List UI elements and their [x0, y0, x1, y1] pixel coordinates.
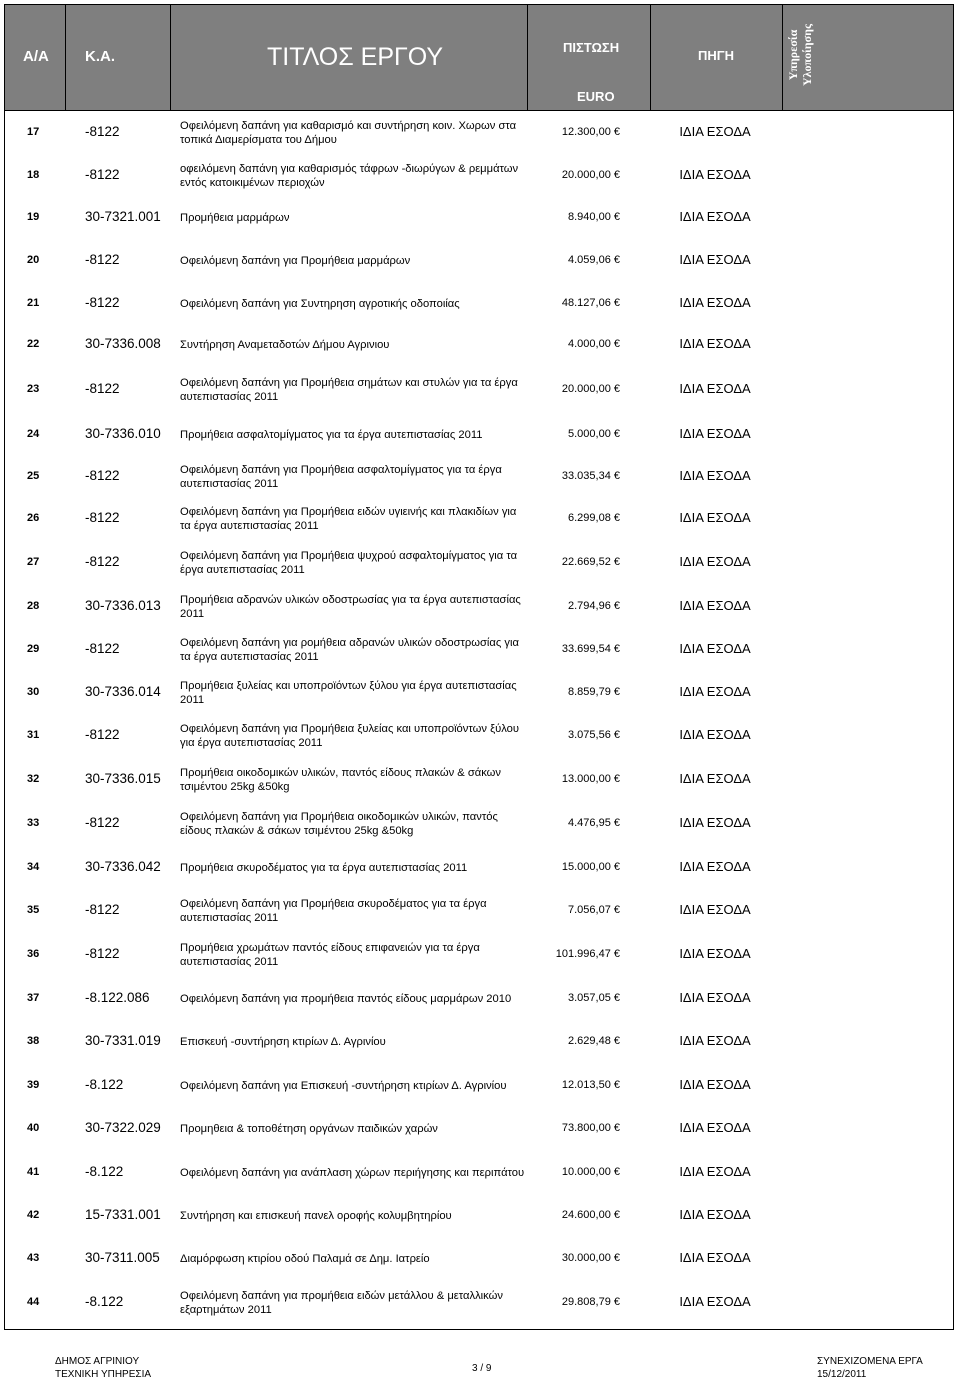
row-aa: 39 — [27, 1079, 40, 1091]
row-ka: -8122 — [85, 554, 120, 569]
row-aa: 37 — [27, 992, 40, 1004]
header-bottom-rule — [5, 110, 953, 111]
row-ka: 30-7336.008 — [85, 336, 161, 351]
row-title: Προμήθεια αδρανών υλικών οδοστρωσίας για τα έργα αυτεπιστασίας 2011 — [180, 594, 521, 620]
row-ka: -8122 — [85, 815, 120, 830]
table-row — [5, 325, 953, 365]
row-aa: 28 — [27, 600, 40, 612]
row-amount: 73.800,00 € — [561, 1122, 620, 1134]
row-amount: 24.600,00 € — [561, 1209, 620, 1221]
row-aa: 29 — [27, 643, 40, 655]
table-row — [5, 628, 953, 671]
row-title: Οφειλόμενη δαπάνη για ανάπλαση χώρων περιήγησης και περιπάτου — [180, 1167, 525, 1179]
row-ka: 30-7322.029 — [85, 1120, 161, 1135]
row-amount: 20.000,00 € — [561, 169, 620, 181]
table-row — [5, 714, 953, 758]
row-aa: 22 — [27, 338, 40, 350]
row-amount: 8.940,00 € — [568, 211, 620, 223]
row-ka: -8122 — [85, 946, 120, 961]
row-source: ΙΔΙΑ ΕΣΟΔΑ — [679, 1120, 751, 1135]
table-row — [5, 671, 953, 714]
header-credit: ΠΙΣΤΩΣΗ — [563, 40, 620, 55]
row-title: Συντήρηση και επισκευή πανελ οροφής κολυμβητηρίου — [180, 1210, 452, 1222]
row-aa: 33 — [27, 817, 40, 829]
table-row — [5, 1195, 953, 1237]
footer-org-line1: ΔΗΜΟΣ ΑΓΡΙΝΙΟΥ — [55, 1356, 140, 1367]
row-source: ΙΔΙΑ ΕΣΟΔΑ — [679, 426, 751, 441]
header-divider — [782, 5, 783, 110]
row-aa: 41 — [27, 1166, 40, 1178]
row-amount: 22.669,52 € — [561, 556, 620, 568]
table-row — [5, 540, 953, 585]
table-row — [5, 498, 953, 540]
row-amount: 3.075,56 € — [568, 729, 620, 741]
header-divider — [65, 5, 66, 110]
row-amount: 4.476,95 € — [568, 817, 620, 829]
table-row — [5, 365, 953, 415]
header-divider — [527, 5, 528, 110]
row-source: ΙΔΙΑ ΕΣΟΔΑ — [679, 727, 751, 742]
row-ka: -8.122 — [85, 1294, 124, 1309]
row-title: οφειλόμενη δαπάνη για καθαρισμός τάφρων -διωρύγων & ρεμμάτων εντός κατοικιμένων περιοχών — [180, 163, 519, 189]
row-aa: 38 — [27, 1035, 40, 1047]
row-title: Οφειλόμενη δαπάνη για Προμήθεια ξυλείας και υποπροϊόντων ξύλου για έργα αυτεπιστασίας 2011 — [180, 723, 519, 749]
row-source: ΙΔΙΑ ΕΣΟΔΑ — [679, 381, 751, 396]
row-title: Οφειλόμενη δαπάνη για Προμήθεια σημάτων και στυλών για τα έργα αυτεπιστασίας 2011 — [180, 377, 518, 403]
row-source: ΙΔΙΑ ΕΣΟΔΑ — [679, 554, 751, 569]
header-source: ΠΗΓΗ — [698, 48, 734, 63]
row-aa: 35 — [27, 904, 40, 916]
row-source: ΙΔΙΑ ΕΣΟΔΑ — [679, 946, 751, 961]
table-row — [5, 1020, 953, 1063]
row-ka: -8122 — [85, 252, 120, 267]
footer-right-line1: ΣΥΝΕΧΙΖΟΜΕΝΑ ΕΡΓΑ — [817, 1356, 923, 1367]
row-source: ΙΔΙΑ ΕΣΟΔΑ — [679, 1250, 751, 1265]
row-aa: 19 — [27, 211, 40, 223]
footer-right-line2: 15/12/2011 — [817, 1369, 867, 1380]
row-title: Επισκευή -συντήρηση κτιρίων Δ. Αγρινίου — [180, 1036, 386, 1048]
row-source: ΙΔΙΑ ΕΣΟΔΑ — [679, 1033, 751, 1048]
row-amount: 29.808,79 € — [561, 1296, 620, 1308]
row-ka: 30-7336.042 — [85, 859, 161, 874]
row-source: ΙΔΙΑ ΕΣΟΔΑ — [679, 598, 751, 613]
row-source: ΙΔΙΑ ΕΣΟΔΑ — [679, 990, 751, 1005]
row-title: Προμήθεια οικοδομικών υλικών, παντός είδους πλακών & σάκων τσιμέντου 25kg &50kg — [180, 767, 502, 793]
row-title: Προμήθεια ξυλείας και υποπροϊόντων ξύλου για έργα αυτεπιστασίας 2011 — [180, 680, 517, 706]
row-amount: 10.000,00 € — [561, 1166, 620, 1178]
row-amount: 33.699,54 € — [561, 643, 620, 655]
row-source: ΙΔΙΑ ΕΣΟΔΑ — [679, 684, 751, 699]
row-ka: 30-7321.001 — [85, 209, 161, 224]
row-ka: -8.122.086 — [85, 990, 150, 1005]
header-divider — [170, 5, 171, 110]
row-title: Οφειλόμενη δαπάνη για Συντηρηση αγροτικής οδοποιίας — [180, 298, 460, 310]
row-ka: -8.122 — [85, 1164, 124, 1179]
row-amount: 101.996,47 € — [555, 948, 620, 960]
row-title: Οφειλόμενη δαπάνη για Προμήθεια ασφαλτομίγματος για τα έργα αυτεπιστασίας 2011 — [180, 464, 502, 490]
table-row — [5, 415, 953, 455]
row-aa: 42 — [27, 1209, 40, 1221]
header-service — [782, 5, 818, 110]
footer-org — [55, 1355, 151, 1381]
row-amount: 48.127,06 € — [561, 297, 620, 309]
row-ka: -8122 — [85, 641, 120, 656]
row-source: ΙΔΙΑ ΕΣΟΔΑ — [679, 1077, 751, 1092]
row-source: ΙΔΙΑ ΕΣΟΔΑ — [679, 336, 751, 351]
row-ka: 30-7336.014 — [85, 684, 161, 699]
row-source: ΙΔΙΑ ΕΣΟΔΑ — [679, 295, 751, 310]
row-ka: -8122 — [85, 295, 120, 310]
row-amount: 6.299,08 € — [568, 512, 620, 524]
row-source: ΙΔΙΑ ΕΣΟΔΑ — [679, 1164, 751, 1179]
row-aa: 43 — [27, 1252, 40, 1264]
row-title: Οφειλόμενη δαπάνη για Επισκευή -συντήρηση κτιρίων Δ. Αγρινίου — [180, 1080, 507, 1092]
row-aa: 20 — [27, 254, 40, 266]
row-title: Προμηθεια & τοποθέτηση οργάνων παιδικών χαρών — [180, 1123, 438, 1135]
row-title: Οφειλόμενη δαπάνη για καθαρισμό και συντήρηση κοιν. Χωρων στα τοπικά Διαμερίσματα του Δήμου — [180, 120, 517, 146]
row-ka: -8122 — [85, 902, 120, 917]
row-amount: 2.629,48 € — [568, 1035, 620, 1047]
table-row — [5, 455, 953, 498]
table-row — [5, 978, 953, 1020]
row-source: ΙΔΙΑ ΕΣΟΔΑ — [679, 859, 751, 874]
table-row — [5, 153, 953, 198]
header-service-line2: Υλοποίησης — [800, 23, 814, 87]
table-row — [5, 845, 953, 890]
table-row — [5, 802, 953, 845]
header-aa: Α/Α — [23, 48, 49, 65]
row-ka: -8122 — [85, 124, 120, 139]
row-amount: 15.000,00 € — [561, 861, 620, 873]
row-title: Προμήθεια μαρμάρων — [180, 212, 290, 224]
row-ka: -8122 — [85, 468, 120, 483]
row-source: ΙΔΙΑ ΕΣΟΔΑ — [679, 771, 751, 786]
table-row — [5, 1063, 953, 1108]
row-ka: -8122 — [85, 727, 120, 742]
row-title: Οφειλόμενη δαπάνη για Προμήθεια ειδών υγιεινής και πλακιδίων για τα έργα αυτεπιστασίας 2011 — [180, 506, 517, 532]
row-ka: -8122 — [85, 381, 120, 396]
table-row — [5, 1150, 953, 1195]
table-row — [5, 198, 953, 238]
header-currency: EURO — [577, 89, 615, 104]
header-ka: Κ.Α. — [85, 48, 115, 65]
row-source: ΙΔΙΑ ΕΣΟΔΑ — [679, 641, 751, 656]
row-title: Οφειλόμενη δαπάνη για προμήθεια ειδών μετάλλου & μεταλλικών εξαρτημάτων 2011 — [180, 1290, 503, 1316]
row-title: Οφειλόμενη δαπάνη για Προμήθεια ψυχρού ασφαλτομίγματος για τα έργα αυτεπιστασίας 2011 — [180, 550, 518, 576]
row-amount: 12.300,00 € — [561, 126, 620, 138]
table-row — [5, 932, 953, 978]
table-row — [5, 890, 953, 932]
row-aa: 17 — [27, 126, 40, 138]
row-source: ΙΔΙΑ ΕΣΟΔΑ — [679, 1294, 751, 1309]
header-title: ΤΙΤΛΟΣ ΕΡΓΟΥ — [267, 43, 444, 71]
row-source: ΙΔΙΑ ΕΣΟΔΑ — [679, 252, 751, 267]
row-aa: 30 — [27, 686, 40, 698]
table-row — [5, 283, 953, 325]
table-row — [5, 1280, 953, 1326]
table-header — [5, 5, 953, 110]
row-aa: 23 — [27, 383, 40, 395]
row-ka: 30-7311.005 — [85, 1250, 160, 1265]
row-ka: -8.122 — [85, 1077, 124, 1092]
row-title: Οφειλόμενη δαπάνη για προμήθεια παντός είδους μαρμάρων 2010 — [180, 993, 512, 1005]
row-amount: 3.057,05 € — [568, 992, 620, 1004]
row-ka: 15-7331.001 — [85, 1207, 161, 1222]
row-aa: 34 — [27, 861, 40, 873]
row-ka: 30-7336.013 — [85, 598, 161, 613]
row-aa: 18 — [27, 169, 40, 181]
row-source: ΙΔΙΑ ΕΣΟΔΑ — [679, 1207, 751, 1222]
footer-org-line2: ΤΕΧΝΙΚΗ ΥΠΗΡΕΣΙΑ — [55, 1369, 152, 1380]
row-title: Προμήθεια ασφαλτομίγματος για τα έργα αυτεπιστασίας 2011 — [180, 429, 483, 441]
row-ka: -8122 — [85, 167, 120, 182]
row-amount: 12.013,50 € — [561, 1079, 620, 1091]
row-aa: 26 — [27, 512, 40, 524]
row-source: ΙΔΙΑ ΕΣΟΔΑ — [679, 815, 751, 830]
row-aa: 27 — [27, 556, 40, 568]
row-aa: 36 — [27, 948, 40, 960]
row-ka: 30-7336.010 — [85, 426, 161, 441]
row-aa: 32 — [27, 773, 40, 785]
row-amount: 4.000,00 € — [568, 338, 620, 350]
row-ka: 30-7331.019 — [85, 1033, 161, 1048]
row-title: Οφειλόμενη δαπάνη για Προμήθεια σκυροδέματος για τα έργα αυτεπιστασίας 2011 — [180, 898, 487, 924]
table-row — [5, 758, 953, 802]
row-aa: 31 — [27, 729, 40, 741]
row-source: ΙΔΙΑ ΕΣΟΔΑ — [679, 209, 751, 224]
row-title: Οφειλόμενη δαπάνη για ρομήθεια αδρανών υλικών οδοστρωσίας για τα έργα αυτεπιστασίας 2011 — [180, 637, 519, 663]
row-title: Προμήθεια χρωμάτων παντός είδους επιφανειών για τα έργα αυτεπιστασίας 2011 — [180, 942, 480, 968]
row-amount: 2.794,96 € — [568, 600, 620, 612]
row-amount: 7.056,07 € — [568, 904, 620, 916]
row-source: ΙΔΙΑ ΕΣΟΔΑ — [679, 468, 751, 483]
table-row — [5, 113, 953, 153]
row-amount: 4.059,06 € — [568, 254, 620, 266]
row-aa: 21 — [27, 297, 40, 309]
footer-right — [817, 1355, 923, 1381]
row-aa: 25 — [27, 470, 40, 482]
row-source: ΙΔΙΑ ΕΣΟΔΑ — [679, 167, 751, 182]
table-row — [5, 238, 953, 283]
row-ka: -8122 — [85, 510, 120, 525]
row-amount: 13.000,00 € — [561, 773, 620, 785]
header-divider — [650, 5, 651, 110]
row-amount: 20.000,00 € — [561, 383, 620, 395]
row-aa: 24 — [27, 428, 40, 440]
row-title: Διαμόρφωση κτιρίου οδού Παλαμά σε Δημ. Ιατρείο — [180, 1253, 430, 1265]
row-aa: 40 — [27, 1122, 40, 1134]
row-source: ΙΔΙΑ ΕΣΟΔΑ — [679, 902, 751, 917]
row-source: ΙΔΙΑ ΕΣΟΔΑ — [679, 124, 751, 139]
row-title: Οφειλόμενη δαπάνη για Προμήθεια μαρμάρων — [180, 255, 411, 267]
footer-page-number: 3 / 9 — [472, 1363, 492, 1374]
row-amount: 8.859,79 € — [568, 686, 620, 698]
row-title: Οφειλόμενη δαπάνη για Προμήθεια οικοδομικών υλικών, παντός είδους πλακών & σάκων τσιμέντου 25kg &50kg — [180, 811, 498, 837]
row-amount: 5.000,00 € — [568, 428, 620, 440]
row-ka: 30-7336.015 — [85, 771, 161, 786]
row-amount: 33.035,34 € — [561, 470, 620, 482]
header-service-line1: Υπηρεσία — [786, 29, 800, 81]
table-row — [5, 1237, 953, 1280]
row-aa: 44 — [27, 1296, 40, 1308]
row-title: Συντήρηση Αναμεταδοτών Δήμου Αγρινιου — [180, 339, 390, 351]
table-row — [5, 585, 953, 628]
row-amount: 30.000,00 € — [561, 1252, 620, 1264]
table-row — [5, 1108, 953, 1150]
row-source: ΙΔΙΑ ΕΣΟΔΑ — [679, 510, 751, 525]
row-title: Προμήθεια σκυροδέματος για τα έργα αυτεπιστασίας 2011 — [180, 862, 468, 874]
